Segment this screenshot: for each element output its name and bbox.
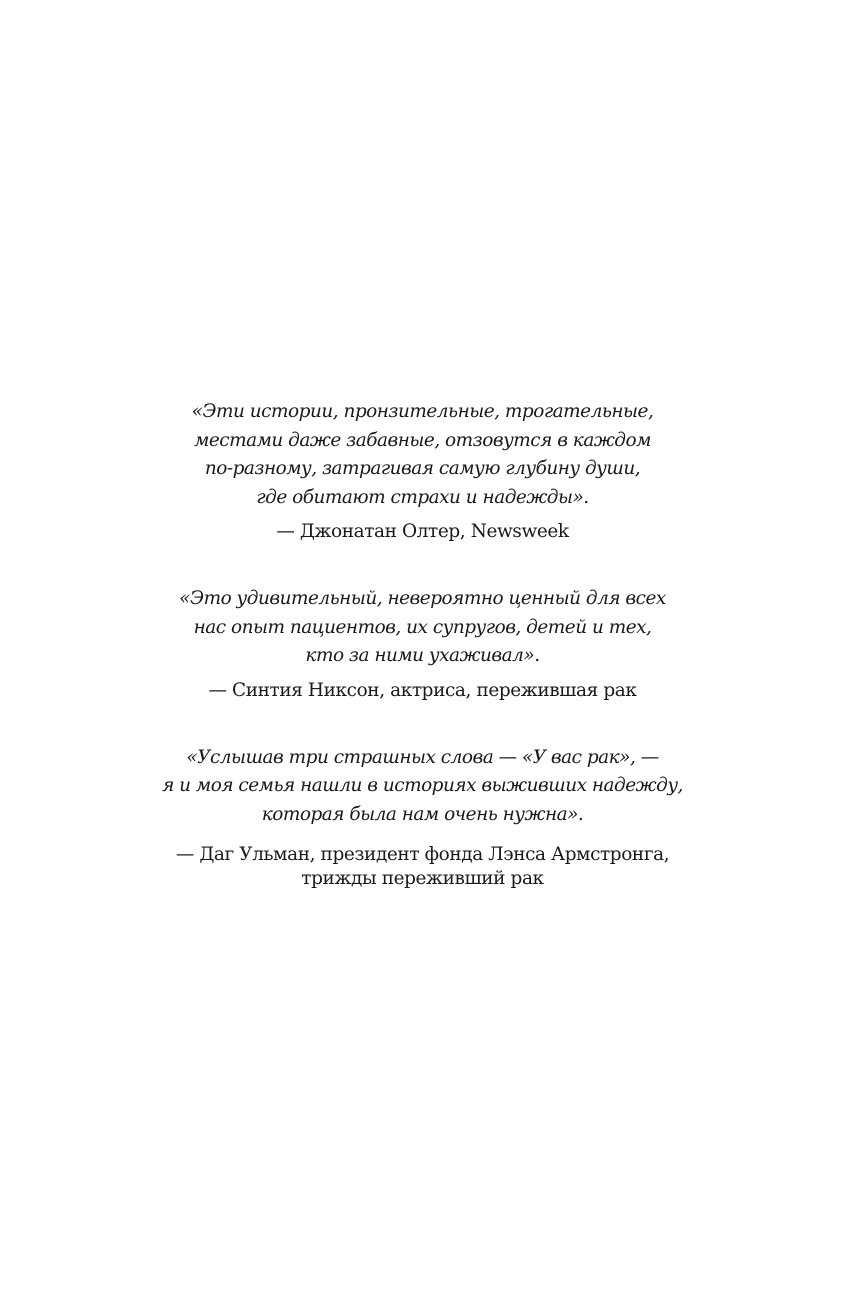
blurb-attribution (0, 679, 845, 703)
quote-line: по-разному, затрагивая самую глубину души, (204, 458, 641, 479)
quote-line: «Эти истории, пронзительные, трогательные, (191, 401, 654, 422)
blurb-quote (0, 398, 845, 512)
praise-blurbs (0, 398, 845, 891)
blurb-attribution (0, 843, 845, 891)
blurb-attribution (0, 520, 845, 544)
quote-line: «Это удивительный, невероятно ценный для всех (179, 588, 666, 609)
quote-line: местами даже забавные, отзовутся в каждом (194, 429, 651, 451)
attribution-line: — Синтия Никсон, актриса, пережившая рак (208, 679, 637, 701)
blurb-quote (0, 585, 845, 671)
quote-line: я и моя семья нашли в историях выживших надежду, (162, 775, 683, 796)
attribution-line: — Джонатан Олтер, Newsweek (276, 521, 569, 542)
quote-line: которая была нам очень нужна». (261, 803, 584, 825)
quote-line: кто за ними ухаживал». (305, 645, 540, 666)
attribution-line: трижды переживший рак (301, 868, 544, 889)
blurb (0, 585, 845, 703)
blurb (0, 744, 845, 892)
quote-line: нас опыт пациентов, их супругов, детей и тех, (193, 616, 652, 638)
blurb-quote (0, 744, 845, 830)
quote-line: где обитают страхи и надежды». (256, 486, 589, 508)
quote-line: «Услышав три страшных слова — «У вас рак», — (186, 746, 659, 768)
attribution-line: — Даг Ульман, президент фонда Лэнса Армстронга, (175, 844, 670, 865)
blurb (0, 398, 845, 544)
